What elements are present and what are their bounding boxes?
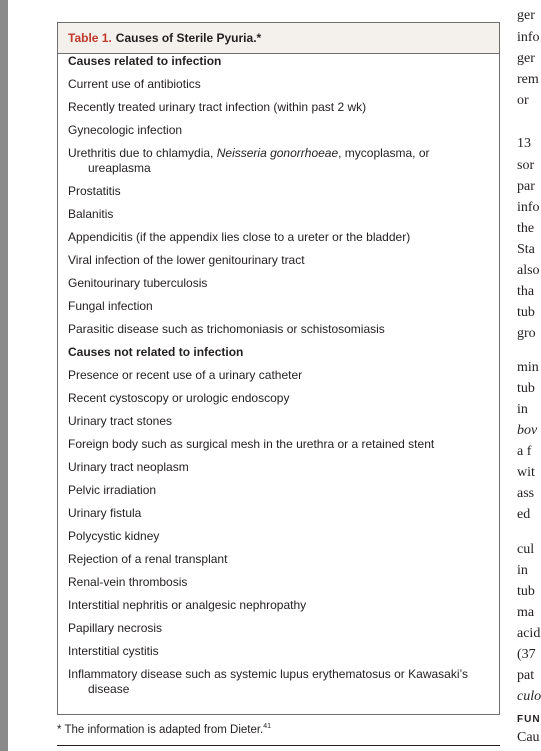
table-row: Urethritis due to chlamydia, Neisseria gonorrhoeae, mycoplasma, or ureaplasma	[68, 146, 430, 175]
table-row: Appendicitis (if the appendix lies close to a ureter or the bladder)	[68, 230, 411, 244]
left-window-border	[0, 0, 8, 751]
table-row: Urinary tract stones	[68, 414, 173, 428]
table-row: Recently treated urinary tract infection (within past 2 wk)	[68, 100, 367, 114]
side-text-line: also	[517, 263, 540, 278]
side-text-line: tub	[517, 305, 535, 320]
footnote-text: * The information is adapted from Dieter.	[57, 724, 264, 736]
table-row: Urinary tract neoplasm	[68, 460, 189, 474]
section-heading: Causes not related to infection	[68, 345, 244, 359]
table-title: Causes of Sterile Pyuria.*	[115, 31, 262, 45]
table-row: Interstitial nephritis or analgesic nephropathy	[68, 598, 307, 612]
table-row: Presence or recent use of a urinary catheter	[68, 368, 303, 382]
side-text-line: ed	[517, 507, 531, 522]
table-row: Foreign body such as surgical mesh in the urethra or a retained stent	[68, 437, 435, 451]
side-text-line: ger	[517, 51, 535, 66]
table-row: Prostatitis	[68, 184, 121, 198]
side-text-line: FUN	[517, 714, 541, 725]
table-row: Urinary fistula	[68, 506, 142, 520]
table-row: Interstitial cystitis	[68, 644, 159, 658]
side-text-line: ger	[517, 8, 535, 23]
table-container	[57, 22, 500, 715]
table-row: Rejection of a renal transplant	[68, 552, 228, 566]
side-text-line: a f	[517, 444, 532, 459]
side-text-line: Cau	[517, 730, 540, 745]
side-text-line: acid	[517, 626, 541, 641]
side-text-line: rem	[517, 72, 539, 87]
footnote-reference: 41	[263, 723, 272, 731]
table-row: Renal-vein thrombosis	[68, 575, 188, 589]
adjacent-column-text	[517, 0, 541, 751]
side-text-line: (37	[517, 647, 536, 662]
table-footnote	[57, 724, 271, 736]
side-text-line: culo	[517, 689, 541, 704]
side-text-line: the	[517, 221, 535, 236]
table-header	[58, 23, 499, 54]
table-row: Fungal infection	[68, 299, 153, 313]
table-row: Papillary necrosis	[68, 621, 163, 635]
side-text-line: info	[517, 30, 540, 45]
side-text-line: or	[517, 93, 529, 108]
side-text-line: in	[517, 402, 528, 417]
side-text-line: bov	[517, 423, 538, 438]
side-text-line: tub	[517, 381, 535, 396]
table-row: Pelvic irradiation	[68, 483, 157, 497]
table-row: Parasitic disease such as trichomoniasis or schistosomiasis	[68, 322, 385, 336]
table-row: Current use of antibiotics	[68, 77, 201, 91]
side-text-line: tha	[517, 284, 535, 299]
side-text-line: cul	[517, 542, 535, 557]
table-row: Polycystic kidney	[68, 529, 160, 543]
table-number: Table 1.	[68, 31, 112, 45]
section-heading: Causes related to infection	[68, 54, 222, 68]
table-row: Genitourinary tuberculosis	[68, 276, 208, 290]
side-text-line: info	[517, 200, 540, 215]
side-text-line: tub	[517, 584, 535, 599]
side-text-line: ma	[517, 605, 535, 620]
table-row: Balanitis	[68, 207, 114, 221]
side-text-line: 13	[517, 136, 531, 151]
side-text-line: gro	[517, 326, 536, 341]
table-row: Recent cystoscopy or urologic endoscopy	[68, 391, 290, 405]
side-text-line: ass	[517, 486, 535, 501]
side-text-line: min	[517, 360, 539, 375]
side-text-line: par	[517, 179, 535, 194]
table-row: Viral infection of the lower genitourinary tract	[68, 253, 305, 267]
table-row: Inflammatory disease such as systemic lupus erythematosus or Kawasaki’s disease	[68, 667, 468, 696]
side-text-line: Sta	[517, 242, 535, 257]
side-text-line: wit	[517, 465, 535, 480]
side-text-line: pat	[517, 668, 535, 683]
side-text-line: in	[517, 563, 528, 578]
table-row: Gynecologic infection	[68, 123, 183, 137]
bottom-rule	[57, 745, 500, 746]
side-text-line: sor	[517, 158, 535, 173]
